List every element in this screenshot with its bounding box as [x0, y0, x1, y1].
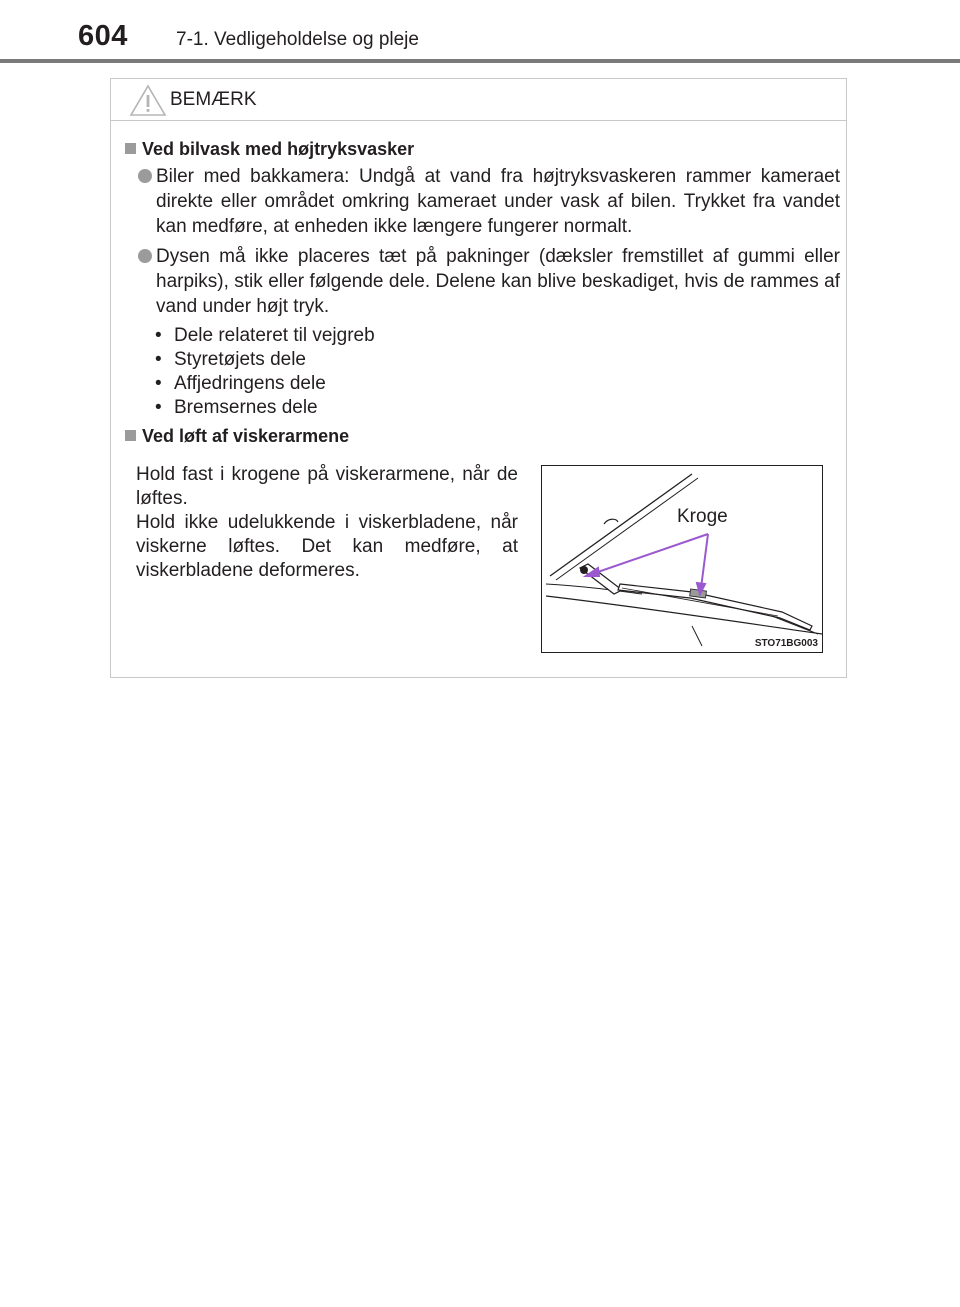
sub-item: • Dele relateret til vejgreb — [155, 324, 375, 348]
square-bullet-icon — [125, 143, 136, 154]
figure-code: STO71BG003 — [754, 638, 818, 649]
sub-item: • Bremsernes dele — [155, 396, 375, 420]
bullet-item — [138, 244, 840, 319]
section-title: 7-1. Vedligeholdelse og pleje — [176, 29, 419, 50]
bullet-text: Biler med bakkamera: Undgå at vand fra højtryksvaskeren rammer kameraet direkte eller området omkring kameraet under vask af bilen. Trykket fra vandet kan medføre, at enheden ikke længere fungerer normalt. — [156, 166, 840, 237]
square-bullet-icon — [125, 430, 136, 441]
bullet-text: Dysen må ikke placeres tæt på pakninger (dæksler fremstillet af gummi eller harpiks), stik eller følgende dele. Delene kan blive beskadiget, hvis de rammes af vand under højt tryk. — [156, 246, 840, 317]
notice-box — [110, 78, 847, 678]
instruction-paragraph: Hold ikke udelukkende i viskerbladene, når viskerne løftes. Det kan medføre, at viskerbladene deformeres. — [136, 512, 518, 581]
figure-label: Kroge — [677, 506, 728, 527]
sub-item: • Affjedringens dele — [155, 372, 375, 396]
heading-wiper-lift — [125, 426, 349, 447]
warning-triangle-icon — [129, 84, 167, 117]
header-divider — [0, 59, 960, 63]
heading-text: Ved bilvask med højtryksvasker — [142, 139, 415, 159]
wiper-instructions — [136, 463, 518, 583]
notice-title: BEMÆRK — [170, 89, 257, 110]
sub-item-list — [155, 324, 375, 420]
wiper-drawing — [542, 466, 823, 653]
bullet-item — [138, 164, 840, 239]
sub-item: • Styretøjets dele — [155, 348, 375, 372]
round-bullet-icon — [138, 169, 152, 183]
page-number: 604 — [78, 20, 128, 52]
instruction-paragraph: Hold fast i krogene på viskerarmene, når de løftes. — [136, 464, 518, 509]
wiper-illustration — [541, 465, 823, 653]
round-bullet-icon — [138, 249, 152, 263]
notice-header — [111, 79, 846, 121]
page-header — [0, 0, 960, 66]
heading-pressure-washer — [125, 139, 414, 160]
heading-text: Ved løft af viskerarmene — [142, 426, 350, 446]
